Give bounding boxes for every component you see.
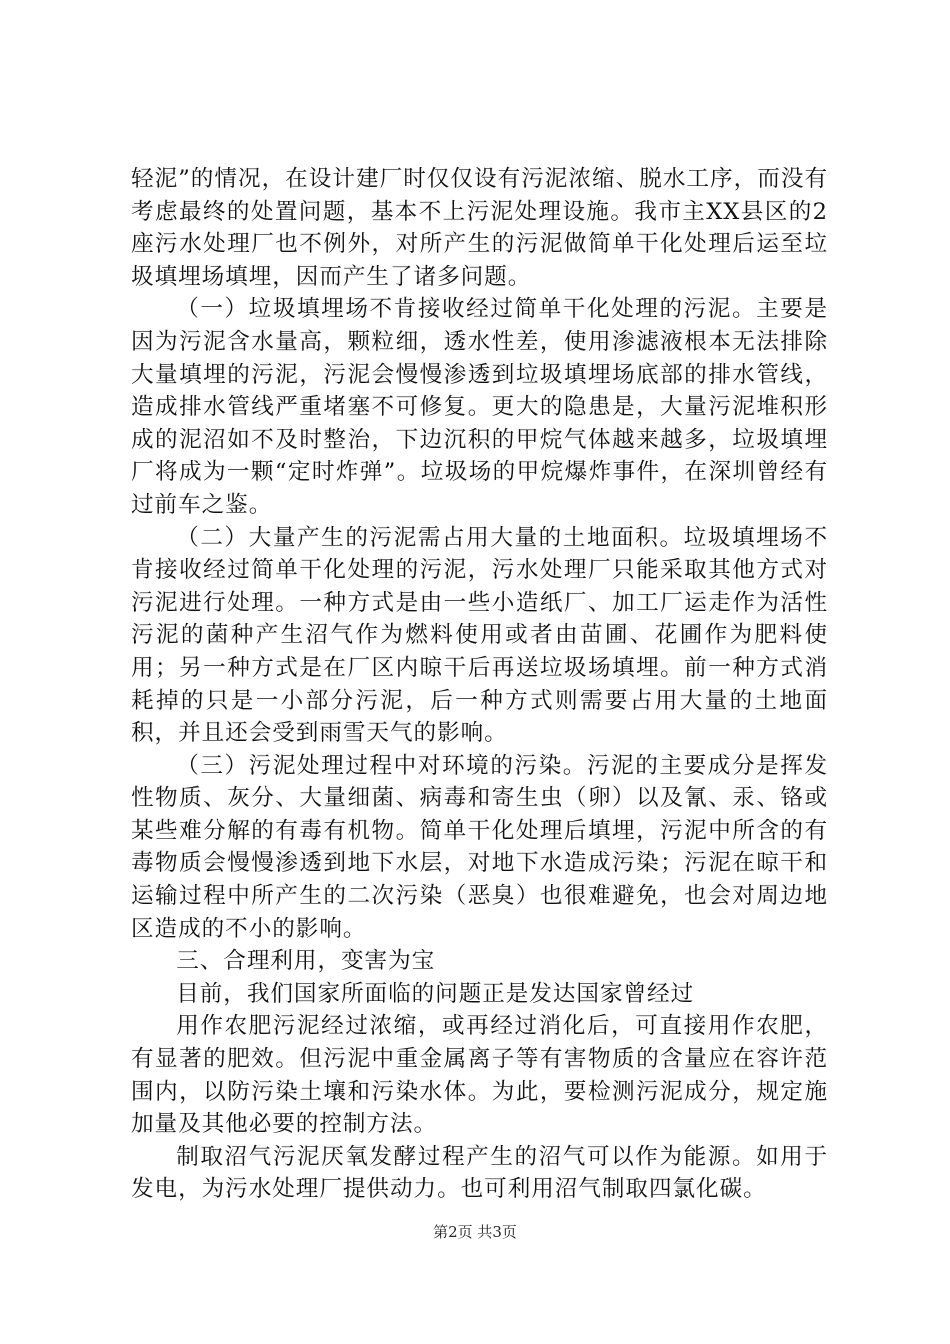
paragraph-intro: 目前，我们国家所面临的问题正是发达国家曾经过 (176, 980, 695, 1007)
paragraph-section-2: （二）大量产生的污泥需占用大量的土地面积。垃圾填埋场不肯接收经过简单干化处理的污泥，污水处理厂只能采取其他方式对污泥进行处理。一种方式是由一些小造纸厂、加工厂运走作为活性污泥的菌种产生沼气作为燃料使用或者由苗圃、花圃作为肥料使用；另一种方式是在厂区内晾干后再送垃圾场填埋。前一种方式消耗掉的只是一小部分污泥，后一种方式则需要占用大量的土地面积，并且还会受到雨雪天气的影响。 (131, 524, 828, 747)
section-heading: 三、合理利用，变害为宝 (176, 948, 436, 975)
paragraph-continuation: 轻泥”的情况，在设计建厂时仅仅设有污泥浓缩、脱水工序，而没有考虑最终的处置问题，基本不上污泥处理设施。我市主XX县区的2座污水处理厂也不例外，对所产生的污泥做简单干化处理后运至垃圾填埋场填埋，因而产生了诸多问题。 (131, 166, 828, 290)
paragraph-fertilizer: 用作农肥污泥经过浓缩，或再经过消化后，可直接用作农肥，有显著的肥效。但污泥中重金属离子等有害物质的含量应在容许范围内，以防污染土壤和污染水体。为此，要检测污泥成分，规定施加量及其他必要的控制方法。 (131, 1013, 828, 1138)
paragraph-biogas: 制取沼气污泥厌氧发酵过程产生的沼气可以作为能源。如用于发电，为污水处理厂提供动力。也可利用沼气制取四氯化碳。 (131, 1143, 828, 1203)
paragraph-section-3: （三）污泥处理过程中对环境的污染。污泥的主要成分是挥发性物质、灰分、大量细菌、病毒和寄生虫（卵）以及氰、汞、铬或某些难分解的有毒有机物。简单干化处理后填埋，污泥中所含的有毒物质会慢慢渗透到地下水层，对地下水造成污染；污泥在晾干和运输过程中所产生的二次污染（恶臭）也很难避免，也会对周边地区造成的不小的影响。 (131, 752, 828, 942)
paragraph-section-1: （一）垃圾填埋场不肯接收经过简单干化处理的污泥。主要是因为污泥含水量高，颗粒细，透水性差，使用渗滤液根本无法排除大量填埋的污泥，污泥会慢慢渗透到垃圾填埋场底部的排水管线，造成排水管线严重堵塞不可修复。更大的隐患是，大量污泥堆积形成的泥沼如不及时整治，下边沉积的甲烷气体越来越多，垃圾填埋厂将成为一颗“定时炸弹”。垃圾场的甲烷爆炸事件，在深圳曾经有过前车之鉴。 (131, 296, 828, 518)
document-body (131, 163, 828, 1206)
page-number-footer: 第2页 共3页 (433, 1223, 517, 1241)
